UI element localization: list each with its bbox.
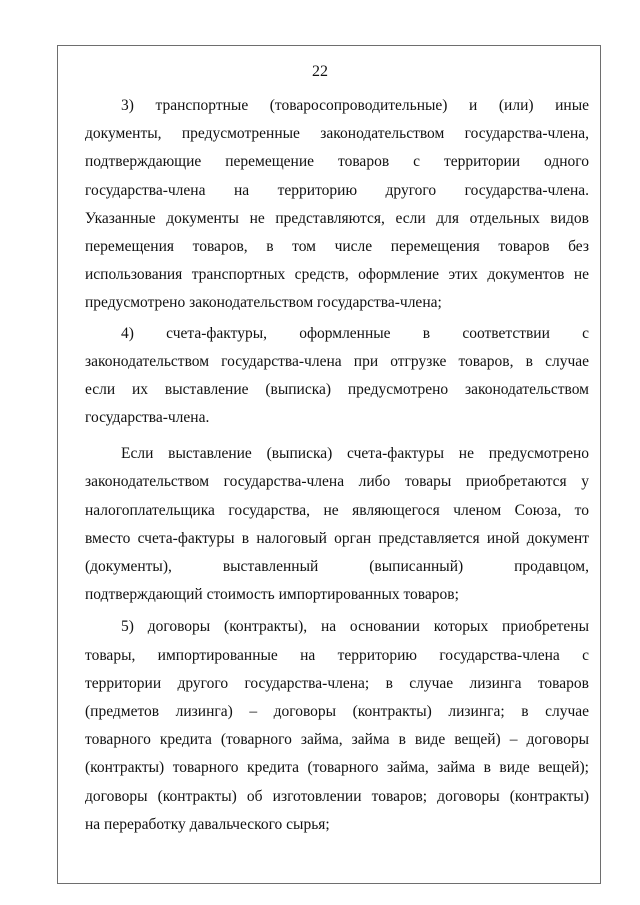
text-line: если их выставление (выписка) предусмотрено законодательством: [85, 380, 589, 398]
text-line: (контракты) товарного кредита (товарного займа, займа в виде вещей);: [85, 759, 589, 777]
text-line: законодательством государства-члена либо товары приобретаются у: [85, 473, 589, 491]
text-line: законодательством государства-члена при отгрузке товаров, в случае: [85, 352, 589, 370]
text-line: перемещения товаров, в том числе перемещения товаров без: [85, 237, 589, 255]
text-line: (предметов лизинга) – договоры (контракты) лизинга; в случае: [85, 702, 589, 720]
text-line: 3) транспортные (товаросопроводительные) и (или) иные: [121, 97, 589, 114]
paragraph-alternative-document: [85, 440, 589, 609]
text-line: договоры (контракты) об изготовлении товаров; договоры (контракты): [85, 787, 589, 805]
text-line: государства-члена.: [85, 409, 210, 427]
document-body: [85, 92, 589, 839]
text-line: предусмотрено законодательством государства-члена;: [85, 294, 442, 312]
text-line: документы, предусмотренные законодательством государства-члена,: [85, 125, 589, 143]
text-line: товары, импортированные на территорию государства-члена с: [85, 646, 589, 664]
text-line: подтверждающий стоимость импортированных товаров;: [85, 586, 459, 604]
text-line: Указанные документы не представляются, если для отдельных видов: [85, 209, 589, 227]
page-number: 22: [312, 63, 328, 80]
text-line: территории другого государства-члена; в случае лизинга товаров: [85, 674, 589, 692]
text-line: использования транспортных средств, оформление этих документов не: [85, 266, 589, 284]
text-line: подтверждающие перемещение товаров с территории одного: [85, 153, 589, 171]
text-line: на переработку давальческого сырья;: [85, 815, 330, 833]
paragraph-contracts: [85, 613, 589, 839]
text-line: налогоплательщика государства, не являющегося членом Союза, то: [85, 501, 589, 519]
text-line: (документы), выставленный (выписанный) продавцом,: [85, 558, 589, 575]
text-line: товарного кредита (товарного займа, займа в виде вещей) – договоры: [85, 731, 589, 749]
paragraph-invoices: [85, 320, 589, 433]
text-line: вместо счета-фактуры в налоговый орган представляется иной документ: [85, 529, 589, 547]
text-line: государства-члена на территорию другого государства-члена.: [85, 181, 589, 199]
paragraph-transport-documents: [85, 92, 589, 318]
text-line: 5) договоры (контракты), на основании которых приобретены: [121, 618, 589, 636]
text-line: Если выставление (выписка) счета-фактуры не предусмотрено: [121, 445, 589, 463]
text-line: 4) счета-фактуры, оформленные в соответствии с: [121, 324, 589, 342]
